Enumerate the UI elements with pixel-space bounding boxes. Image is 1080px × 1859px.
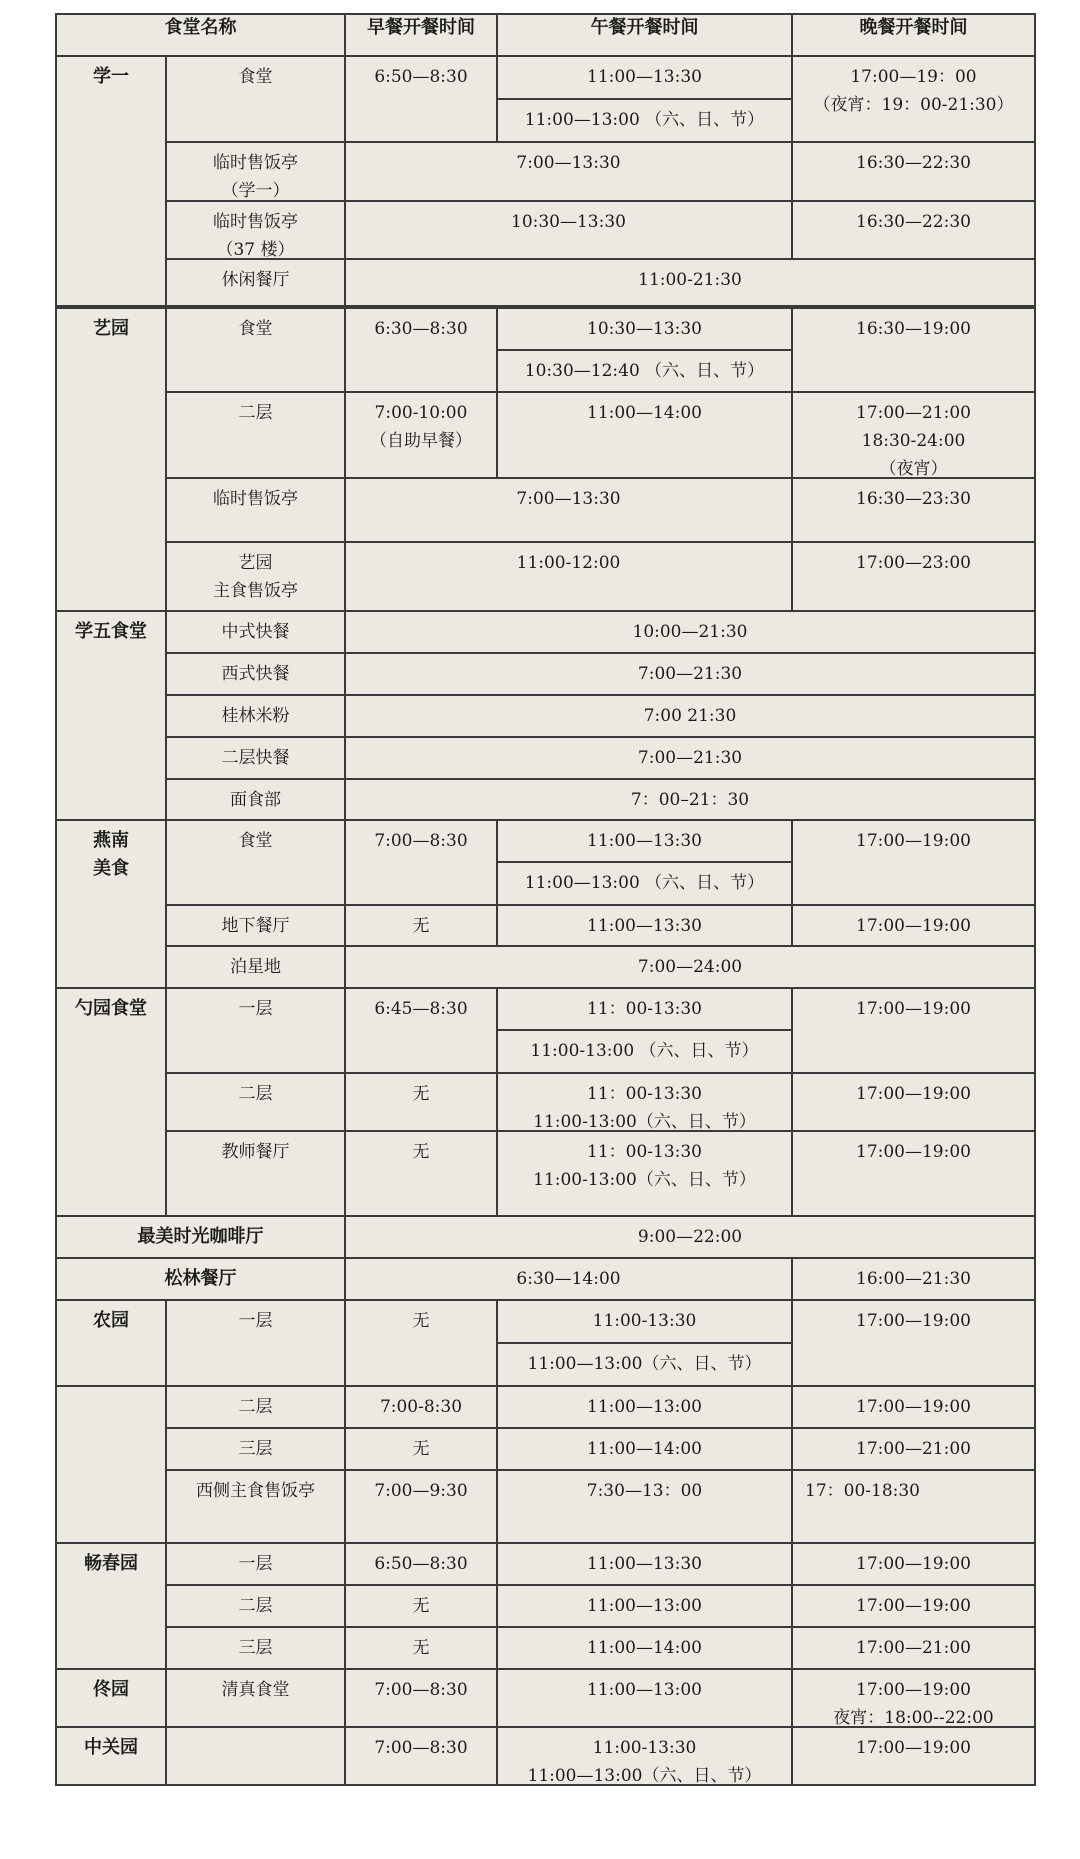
changchun-floor2-dinner: 17:00—19:00 [793, 1586, 1034, 1626]
songlin-name: 松林餐厅 [57, 1259, 344, 1299]
zhongguan-lunch: 11:00-13:30 11:00—13:00（六、日、节） [498, 1728, 791, 1784]
nongyuan-floor1-dinner: 17:00—19:00 [793, 1301, 1034, 1385]
header-name: 食堂名称 [57, 15, 344, 55]
nongyuan-floor3-name: 三层 [167, 1429, 344, 1469]
xueyi-kiosk37-name: 临时售饭亭 （37 楼） [167, 202, 344, 258]
changchun-floor1-breakfast: 6:50—8:30 [346, 1544, 496, 1584]
changchun-floor3-dinner: 17:00—21:00 [793, 1628, 1034, 1668]
group-xueyi: 学一 [57, 57, 165, 305]
cafe-name: 最美时光咖啡厅 [57, 1217, 344, 1257]
xueyi-shitang-dinner: 17:00—19：00 （夜宵：19：00-21:30） [793, 57, 1034, 141]
xuewu-item-4-hours: 7：00–21：30 [346, 780, 1034, 819]
group-yannan: 燕南 美食 [57, 821, 165, 987]
xueyi-kiosk1-name: 临时售饭亭 （学一） [167, 143, 344, 200]
nongyuan-floor2-dinner: 17:00—19:00 [793, 1387, 1034, 1427]
shaoyuan-floor2-name: 二层 [167, 1074, 344, 1130]
cafe-hours: 9:00—22:00 [346, 1217, 1034, 1257]
yiyuan-shitang-lunch-weekend: 10:30—12:40 （六、日、节） [498, 351, 791, 391]
yiyuan-shitang-name: 食堂 [167, 309, 344, 391]
shaoyuan-floor1-lunch-weekend: 11:00-13:00 （六、日、节） [498, 1031, 791, 1072]
yannan-basement-name: 地下餐厅 [167, 906, 344, 945]
zhongguan-dinner: 17:00—19:00 [793, 1728, 1034, 1784]
xueyi-shitang-breakfast: 6:50—8:30 [346, 57, 496, 141]
yannan-shitang-breakfast: 7:00—8:30 [346, 821, 496, 904]
xueyi-leisure-hours: 11:00-21:30 [346, 260, 1034, 305]
yiyuan-floor2-breakfast: 7:00-10:00 （自助早餐） [346, 393, 496, 477]
nongyuan-floor3-dinner: 17:00—21:00 [793, 1429, 1034, 1469]
yiyuan-shitang-breakfast: 6:30—8:30 [346, 309, 496, 391]
xuewu-item-2-name: 桂林米粉 [167, 696, 344, 736]
nongyuan-group-cont [57, 1387, 165, 1542]
yiyuan-shitang-dinner: 16:30—19:00 [793, 309, 1034, 391]
yiyuan-floor2-lunch: 11:00—14:00 [498, 393, 791, 477]
nongyuan-floor3-breakfast: 无 [346, 1429, 496, 1469]
tongyuan-halal-lunch: 11:00—13:00 [498, 1670, 791, 1726]
xuewu-item-0-name: 中式快餐 [167, 612, 344, 652]
xuewu-item-3-name: 二层快餐 [167, 738, 344, 778]
yannan-shitang-lunch-weekday: 11:00—13:30 [498, 821, 791, 861]
yannan-basement-dinner: 17:00—19:00 [793, 906, 1034, 945]
shaoyuan-teachers-dinner: 17:00—19:00 [793, 1132, 1034, 1215]
shaoyuan-floor2-dinner: 17:00—19:00 [793, 1074, 1034, 1130]
group-nongyuan: 农园 [57, 1301, 165, 1385]
xueyi-kiosk37-dinner: 16:30—22:30 [793, 202, 1034, 258]
group-shaoyuan: 勺园食堂 [57, 989, 165, 1215]
tongyuan-halal-name: 清真食堂 [167, 1670, 344, 1726]
xueyi-kiosk1-dinner: 16:30—22:30 [793, 143, 1034, 200]
changchun-floor1-name: 一层 [167, 1544, 344, 1584]
changchun-floor2-breakfast: 无 [346, 1586, 496, 1626]
songlin-hours: 6:30—14:00 [346, 1259, 791, 1299]
yiyuan-floor2-dinner: 17:00—21:00 18:30-24:00 （夜宵） [793, 393, 1034, 477]
yiyuan-staple-dinner: 17:00—23:00 [793, 543, 1034, 610]
shaoyuan-teachers-name: 教师餐厅 [167, 1132, 344, 1215]
changchun-floor3-breakfast: 无 [346, 1628, 496, 1668]
yannan-shitang-lunch-weekend: 11:00—13:00 （六、日、节） [498, 863, 791, 904]
yannan-boxingdi-hours: 7:00—24:00 [346, 947, 1034, 987]
nongyuan-west-lunch: 7:30—13：00 [498, 1471, 791, 1542]
xuewu-item-1-name: 西式快餐 [167, 654, 344, 694]
nongyuan-floor1-lunch-weekend: 11:00—13:00（六、日、节） [498, 1344, 791, 1385]
yannan-shitang-dinner: 17:00—19:00 [793, 821, 1034, 904]
shaoyuan-floor1-name: 一层 [167, 989, 344, 1072]
nongyuan-floor3-lunch: 11:00—14:00 [498, 1429, 791, 1469]
nongyuan-floor2-name: 二层 [167, 1387, 344, 1427]
yiyuan-kiosk-hours: 7:00—13:30 [346, 479, 791, 541]
yiyuan-kiosk-dinner: 16:30—23:30 [793, 479, 1034, 541]
xuewu-item-3-hours: 7:00—21:30 [346, 738, 1034, 778]
nongyuan-floor1-name: 一层 [167, 1301, 344, 1385]
yiyuan-staple-name: 艺园 主食售饭亭 [167, 543, 344, 610]
yannan-shitang-name: 食堂 [167, 821, 344, 904]
nongyuan-floor2-breakfast: 7:00-8:30 [346, 1387, 496, 1427]
nongyuan-west-dinner: 17：00-18:30 [793, 1471, 1034, 1542]
songlin-dinner: 16:00—21:30 [793, 1259, 1034, 1299]
nongyuan-floor2-lunch: 11:00—13:00 [498, 1387, 791, 1427]
group-changchun: 畅春园 [57, 1544, 165, 1668]
group-tongyuan: 佟园 [57, 1670, 165, 1726]
xuewu-item-4-name: 面食部 [167, 780, 344, 819]
xuewu-item-2-hours: 7:00 21:30 [346, 696, 1034, 736]
yiyuan-staple-hours: 11:00-12:00 [346, 543, 791, 610]
xueyi-leisure-name: 休闲餐厅 [167, 260, 344, 305]
shaoyuan-floor1-breakfast: 6:45—8:30 [346, 989, 496, 1072]
tongyuan-halal-dinner: 17:00—19:00 夜宵：18:00--22:00 [793, 1670, 1034, 1726]
changchun-floor1-dinner: 17:00—19:00 [793, 1544, 1034, 1584]
zhongguan-name [167, 1728, 344, 1784]
changchun-floor2-lunch: 11:00—13:00 [498, 1586, 791, 1626]
yiyuan-floor2-name: 二层 [167, 393, 344, 477]
zhongguan-breakfast: 7:00—8:30 [346, 1728, 496, 1784]
changchun-floor2-name: 二层 [167, 1586, 344, 1626]
header-breakfast: 早餐开餐时间 [346, 15, 496, 55]
shaoyuan-teachers-breakfast: 无 [346, 1132, 496, 1215]
changchun-floor3-lunch: 11:00—14:00 [498, 1628, 791, 1668]
xueyi-shitang-name: 食堂 [167, 57, 344, 141]
shaoyuan-floor2-lunch: 11：00-13:30 11:00-13:00（六、日、节） [498, 1074, 791, 1130]
xueyi-kiosk37-hours: 10:30—13:30 [346, 202, 791, 258]
xuewu-item-0-hours: 10:00—21:30 [346, 612, 1034, 652]
xueyi-shitang-lunch-weekday: 11:00—13:30 [498, 57, 791, 98]
yiyuan-shitang-lunch-weekday: 10:30—13:30 [498, 309, 791, 349]
changchun-floor1-lunch: 11:00—13:30 [498, 1544, 791, 1584]
header-dinner: 晚餐开餐时间 [793, 15, 1034, 55]
group-yiyuan: 艺园 [57, 309, 165, 610]
shaoyuan-floor1-lunch-weekday: 11：00-13:30 [498, 989, 791, 1029]
header-lunch: 午餐开餐时间 [498, 15, 791, 55]
group-zhongguan: 中关园 [57, 1728, 165, 1784]
shaoyuan-floor1-dinner: 17:00—19:00 [793, 989, 1034, 1072]
tongyuan-halal-breakfast: 7:00—8:30 [346, 1670, 496, 1726]
nongyuan-west-name: 西侧主食售饭亭 [167, 1471, 344, 1542]
yannan-boxingdi-name: 泊星地 [167, 947, 344, 987]
xueyi-shitang-lunch-weekend: 11:00—13:00 （六、日、节） [498, 100, 791, 141]
changchun-floor3-name: 三层 [167, 1628, 344, 1668]
xueyi-kiosk1-hours: 7:00—13:30 [346, 143, 791, 200]
group-xuewu: 学五食堂 [57, 612, 165, 819]
nongyuan-floor1-lunch-weekday: 11:00-13:30 [498, 1301, 791, 1342]
yannan-basement-lunch: 11:00—13:30 [498, 906, 791, 945]
shaoyuan-teachers-lunch: 11：00-13:30 11:00-13:00（六、日、节） [498, 1132, 791, 1215]
nongyuan-floor1-breakfast: 无 [346, 1301, 496, 1385]
shaoyuan-floor2-breakfast: 无 [346, 1074, 496, 1130]
xuewu-item-1-hours: 7:00—21:30 [346, 654, 1034, 694]
nongyuan-west-breakfast: 7:00—9:30 [346, 1471, 496, 1542]
yannan-basement-breakfast: 无 [346, 906, 496, 945]
yiyuan-kiosk-name: 临时售饭亭 [167, 479, 344, 541]
